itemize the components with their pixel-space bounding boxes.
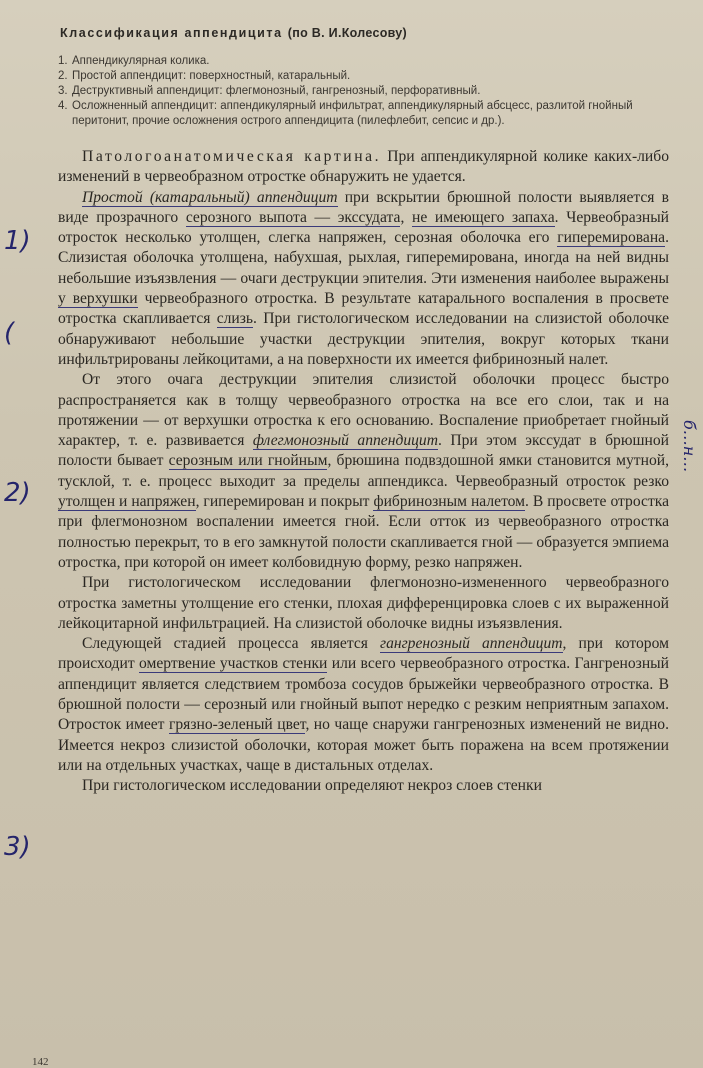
underlined-text: омертвение участков стенки [139, 655, 328, 673]
list-item: 2. Простой аппендицит: поверхностный, катаральный. [58, 70, 351, 82]
term-phlegmonous-appendicitis: флегмонозный аппендицит [252, 432, 438, 450]
handwritten-mark-3: 3) [4, 832, 31, 862]
list-item: 3. Деструктивный аппендицит: флегмонозный, гангренозный, перфоративный. [58, 85, 481, 97]
underlined-text: гиперемирована [557, 229, 666, 247]
list-item: 4. Осложненный аппендицит: аппендикулярный инфильтрат, аппендикулярный абсцесс, разлитой гнойный перитонит, прочие осложнения острого аппендицита (пилефлебит, сепсис и др.). [58, 100, 633, 127]
paragraph-simple-appendicitis: Простой (катаральный) аппендицит при вскрытии брюшной полости выявляется в виде прозрачного серозного выпота — экссудата, не имеющего запаха. Червеобразный отросток несколько утолщен, слегка напряжен, серозная оболочка его гиперемирована. Слизистая оболочка утолщена, набухшая, рыхлая, гиперемирована, иногда на ней видны небольшие изъязвления — очаги деструкции эпителия. Эти изменения наиболее выражены у верхушки червеобразного отростка. В результате катарального воспаления в просвете отростка скапливается слизь. При гистологическом исследовании на слизистой оболочке обнаруживают небольшие участки деструкции эпителия, вокруг которых ткани инфильтрированы лейкоцитами, а на поверхности их имеется фибринозный налет. [58, 188, 670, 368]
handwritten-mark-1: 1) [4, 226, 31, 256]
page-number: 142 [32, 1056, 49, 1068]
underlined-text: утолщен и напряжен [58, 493, 196, 511]
paragraph-histology-necrosis: При гистологическом исследовании определяют некроз слоев стенки [82, 777, 542, 795]
paragraph-pathology: Патологоанатомическая картина. При аппендикулярной колике каких-либо изменений в червеобразном отростке обнаружить не удается. [58, 148, 669, 186]
list-item: 1. Аппендикулярная колика. [58, 55, 210, 67]
term-gangrenous-appendicitis: гангренозный аппендицит [379, 635, 563, 653]
term-simple-appendicitis: Простой (катаральный) аппендицит [82, 188, 338, 206]
underlined-text: серозного выпота — экссудата [185, 208, 401, 226]
handwritten-mark-2: 2) [4, 478, 31, 508]
heading-title: Классификация аппендицита [60, 26, 283, 40]
underlined-text: серозным или гнойным [168, 452, 328, 470]
handwritten-bracket: ( [4, 318, 15, 348]
underlined-text: не имеющего запаха [411, 208, 555, 226]
underlined-text: фибринозным налетом [373, 493, 526, 511]
heading-subtitle: (по В. И.Колесову) [287, 26, 408, 40]
classification-list [58, 54, 669, 129]
section-title: Патологоанатомическая картина. [82, 148, 382, 165]
body-text [58, 147, 669, 797]
paragraph-gangrenous: Следующей стадией процесса является гангренозный аппендицит, при котором происходит омертвение участков стенки или всего червеобразного отростка. Гангренозный аппендицит является следствием тромбоза сосудов брыжейки червеобразного отростка. В брюшной полости — серозный или гнойный выпот нередко с резким неприятным запахом. Отросток имеет грязно-зеленый цвет, но чаще снаружи гангренозных изменений не видно. Имеется некроз слизистой оболочки, которая может быть поражена на всем протяжении или на отдельных участках, чаще в дистальных отделах. [58, 635, 669, 774]
classification-heading [60, 26, 669, 40]
underlined-text: у верхушки [58, 290, 138, 308]
underlined-text: слизь [216, 310, 254, 328]
paragraph-phlegmonous: От этого очага деструкции эпителия слизистой оболочки процесс быстро распространяется как в толщу червеобразного отростка на все его слои, так и на протяжении — от верхушки отростка к его основанию. Воспаление приобретает гнойный характер, т. е. развивается флегмонозный аппендицит. При этом экссудат в брюшной полости бывает серозным или гнойным, брюшина подвздошной ямки становится мутной, тусклой, т. е. процесс выходит за пределы аппендикса. Червеобразный отросток резко утолщен и напряжен, гиперемирован и покрыт фибринозным налетом. В просвете отростка при флегмонозном воспалении имеется гной. Если отток из червеобразного отростка полностью перекрыт, то в его замкнутой полости скапливается гной — образуется эмпиема отростка, при которой он имеет колбовидную форму, резко напряжен. [58, 371, 670, 571]
paragraph-histology: При гистологическом исследовании флегмонозно-измененного червеобразного отростка заметны утолщение его стенки, плохая дифференцировка слоев с их выраженной лейкоцитарной инфильтрацией. На слизистой оболочке видны изъязвления. [58, 574, 669, 632]
underlined-text: грязно-зеленый цвет [168, 716, 306, 734]
handwritten-edge-note: б…н… [680, 420, 699, 473]
